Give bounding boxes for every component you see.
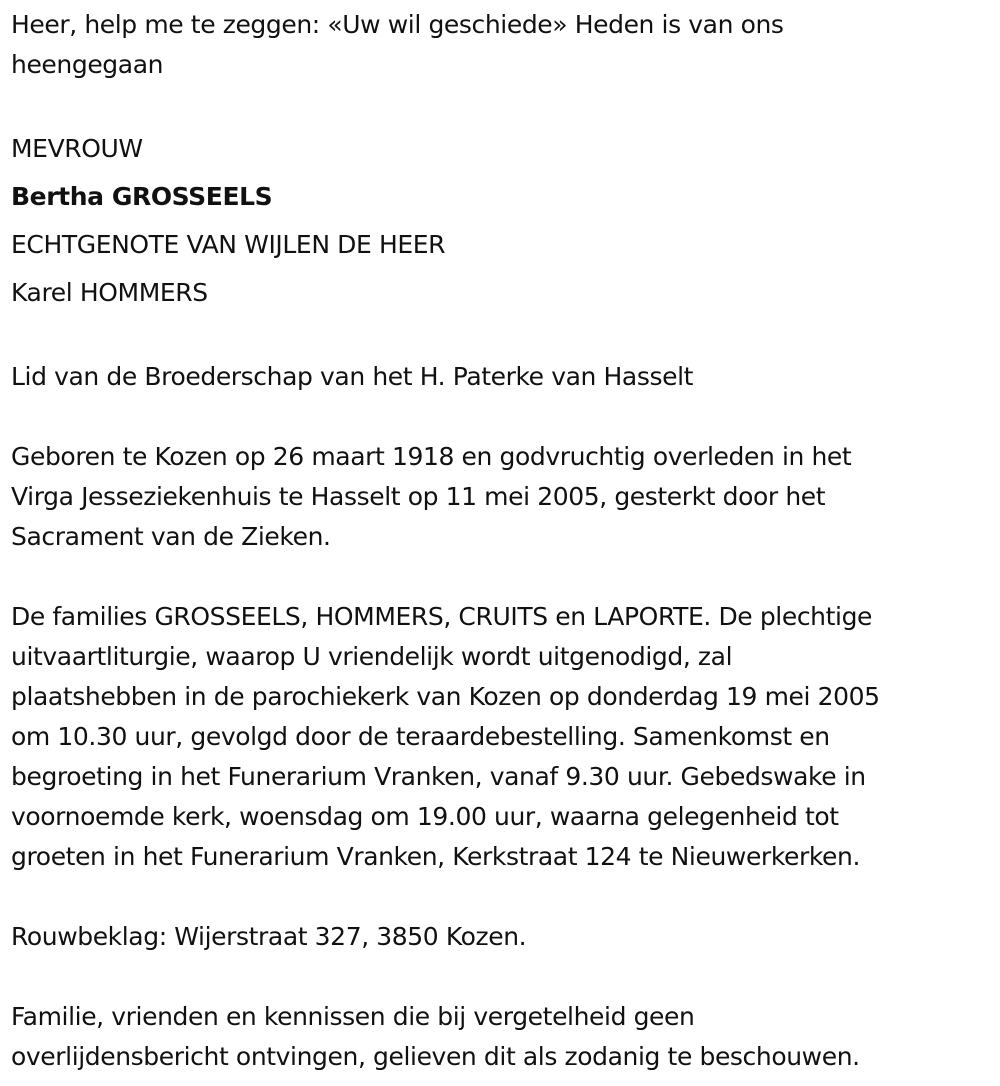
birth-death-line: Virga Jesseziekenhuis te Hasselt op 11 mei 2005, gesterkt door het xyxy=(11,482,826,511)
spacer xyxy=(11,557,988,597)
ceremony-line: uitvaartliturgie, waarop U vriendelijk wordt uitgenodigd, zal xyxy=(11,642,733,671)
birth-death-paragraph xyxy=(11,437,988,557)
intro-line: Heer, help me te zeggen: «Uw wil geschiede» Heden is van ons xyxy=(11,10,784,39)
closing-line: Familie, vrienden en kennissen die bij vergetelheid geen xyxy=(11,1002,695,1031)
birth-death-line: Geboren te Kozen op 26 maart 1918 en godvruchtig overleden in het xyxy=(11,442,852,471)
birth-death-line: Sacrament van de Zieken. xyxy=(11,522,331,551)
condolences-address: Rouwbeklag: Wijerstraat 327, 3850 Kozen. xyxy=(11,922,527,951)
relation-text: ECHTGENOTE VAN WIJLEN DE HEER xyxy=(11,230,446,259)
spacer xyxy=(11,877,988,917)
ceremony-line: plaatshebben in de parochiekerk van Kozen op donderdag 19 mei 2005 xyxy=(11,682,880,711)
ceremony-paragraph xyxy=(11,597,988,877)
spacer xyxy=(11,85,988,125)
spacer xyxy=(11,957,988,997)
ceremony-line: begroeting in het Funerarium Vranken, vanaf 9.30 uur. Gebedswake in xyxy=(11,762,866,791)
ceremony-line: De families GROSSEELS, HOMMERS, CRUITS en LAPORTE. De plechtige xyxy=(11,602,873,631)
intro-paragraph xyxy=(11,5,988,85)
closing-paragraph xyxy=(11,997,988,1077)
person-title: MEVROUW xyxy=(11,134,143,163)
intro-line: heengegaan xyxy=(11,50,164,79)
spacer xyxy=(11,397,988,437)
spacer xyxy=(11,317,988,357)
person-block xyxy=(11,125,988,317)
closing-line: overlijdensbericht ontvingen, gelieven dit als zodanig te beschouwen. xyxy=(11,1042,860,1071)
ceremony-line: groeten in het Funerarium Vranken, Kerkstraat 124 te Nieuwerkerken. xyxy=(11,842,861,871)
deceased-name: Bertha GROSSEELS xyxy=(11,182,273,211)
membership-text: Lid van de Broederschap van het H. Paterke van Hasselt xyxy=(11,362,694,391)
ceremony-line: om 10.30 uur, gevolgd door de teraardebestelling. Samenkomst en xyxy=(11,722,830,751)
ceremony-line: voornoemde kerk, woensdag om 19.00 uur, waarna gelegenheid tot xyxy=(11,802,839,831)
spouse-name: Karel HOMMERS xyxy=(11,278,208,307)
